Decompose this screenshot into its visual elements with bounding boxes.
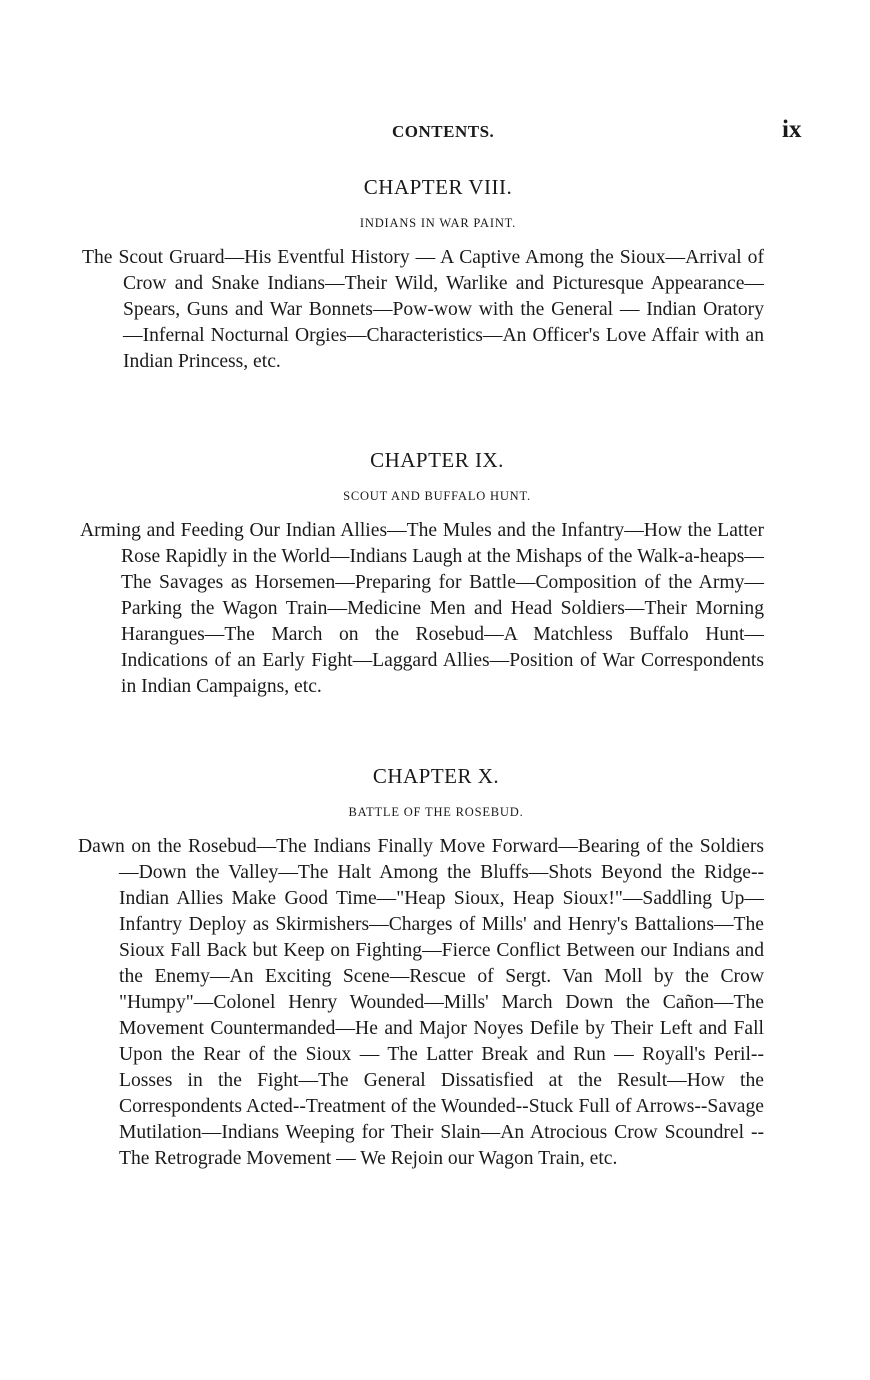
chapter-heading: CHAPTER IX. bbox=[370, 448, 504, 472]
chapter-subtitle: INDIANS IN WAR PAINT. bbox=[359, 216, 517, 230]
running-head bbox=[0, 116, 870, 152]
chapter-section-ix bbox=[80, 448, 764, 720]
chapter-summary: Dawn on the Rosebud—The Indians Finally Move Forward—Bearing of the Soldiers—Down the Valley—The Halt Among the Bluffs—Shots Beyond the Ridge--Indian Allies Make Good Time—"Heap Sioux, Heap Sioux!"—Saddling Up—Infantry Deploy as Skirmishers—Charges of Mills' and Henry's Battalions—The Sioux Fall Back but Keep on Fighting—Fierce Conflict Between our Indians and the Enemy—An Exciting Scene—Rescue of Sergt. Van Moll by the Crow "Humpy"—Colonel Henry Wounded—Mills' March Down the Cañon—The Movement Countermanded—He and Major Noyes Defile by Their Left and Fall Upon the Rear of the Sioux — The Latter Break and Run — Royall's Peril--Losses in the Fight—The General Dissatisfied at the Result—How the Correspondents Acted--Treatment of the Wounded--Stuck Full of Arrows--Savage Mutilation—Indians Weeping for Their Slain—An Atrocious Crow Scoundrel -- The Retrograde Movement — We Rejoin our Wagon Train, etc. bbox=[78, 836, 764, 1169]
running-title: CONTENTS. bbox=[392, 122, 495, 141]
page-number: ix bbox=[782, 116, 802, 143]
chapter-subtitle: SCOUT AND BUFFALO HUNT. bbox=[343, 489, 531, 503]
chapter-section-viii bbox=[82, 175, 764, 395]
chapter-heading: CHAPTER X. bbox=[372, 764, 500, 788]
chapter-section-x bbox=[78, 764, 764, 1192]
chapter-summary: The Scout Gruard—His Eventful History — A Captive Among the Sioux—Arrival of Crow and Snake Indians—Their Wild, Warlike and Picturesque Appearance—Spears, Guns and War Bonnets—Pow-wow with the General — Indian Oratory—Infernal Nocturnal Orgies—Characteristics—An Officer's Love Affair with an Indian Princess, etc. bbox=[82, 247, 764, 372]
chapter-heading: CHAPTER VIII. bbox=[363, 175, 513, 199]
chapter-summary: Arming and Feeding Our Indian Allies—The Mules and the Infantry—How the Latter Rose Rapidly in the World—Indians Laugh at the Mishaps of the Walk-a-heaps—The Savages as Horsemen—Preparing for Battle—Composition of the Army—Parking the Wagon Train—Medicine Men and Head Soldiers—Their Morning Harangues—The March on the Rosebud—A Matchless Buffalo Hunt—Indications of an Early Fight—Laggard Allies—Position of War Correspondents in Indian Campaigns, etc. bbox=[80, 520, 764, 697]
chapter-subtitle: BATTLE OF THE ROSEBUD. bbox=[348, 805, 524, 819]
